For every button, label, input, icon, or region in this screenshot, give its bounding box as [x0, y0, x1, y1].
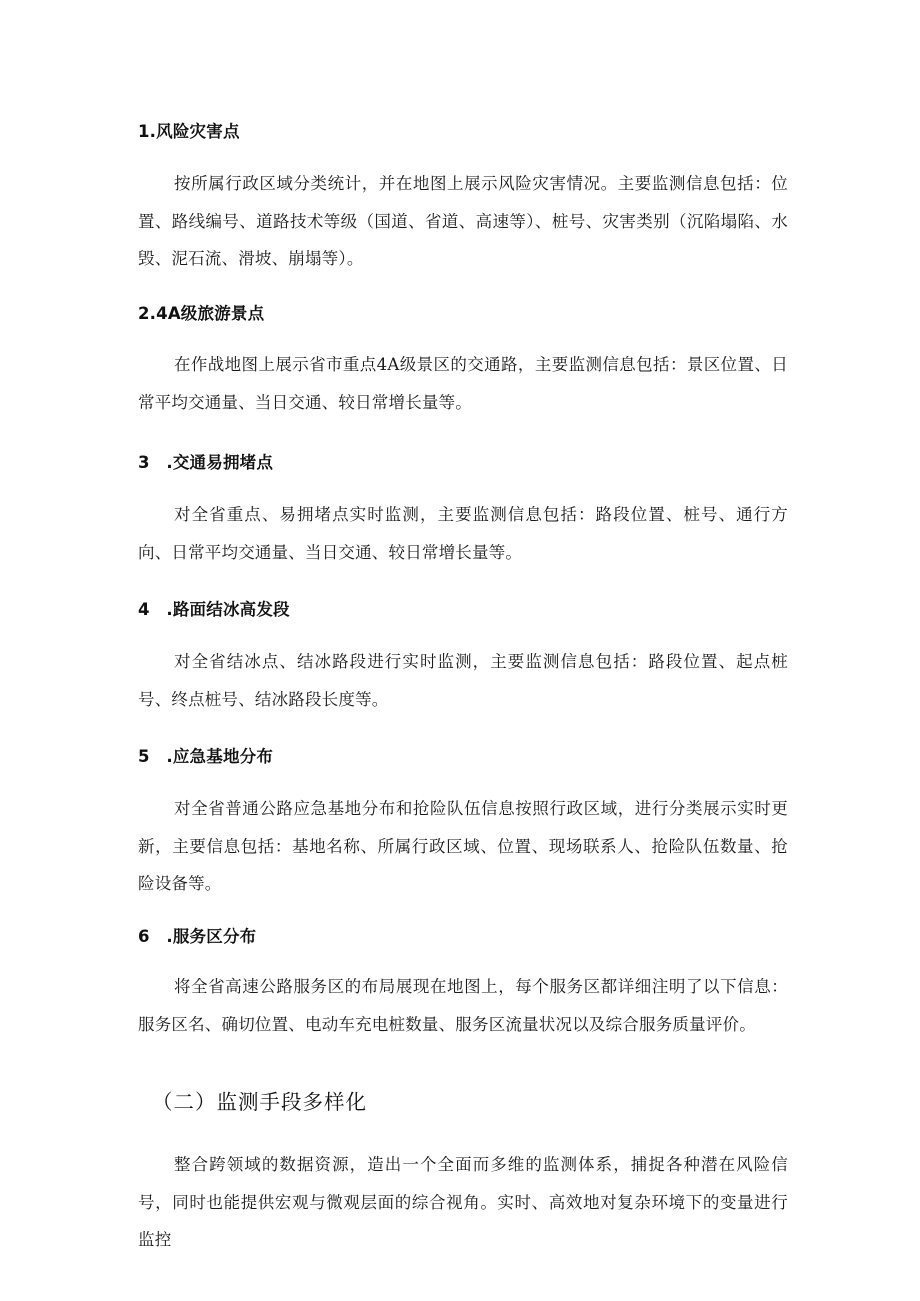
paragraph-emergency-bases: 对全省普通公路应急基地分布和抢险队伍信息按照行政区域，进行分类展示实时更新，主要信息包括：基地名称、所属行政区域、位置、现场联系人、抢险队伍数量、抢险设备等。 — [138, 799, 788, 893]
paragraph-monitoring-diversification: 整合跨领域的数据资源，造出一个全面而多维的监测体系，捕捉各种潜在风险信号，同时也能提供宏观与微观层面的综合视角。实时、高效地对复杂环境下的变量进行监控 — [138, 1155, 788, 1249]
heading-service-areas: 6 .服务区分布 — [138, 927, 257, 946]
heading-4a-scenic-spots: 2.4A级旅游景点 — [138, 304, 265, 323]
heading-emergency-bases: 5 .应急基地分布 — [138, 747, 274, 766]
paragraph-service-areas: 将全省高速公路服务区的布局展现在地图上，每个服务区都详细注明了以下信息：服务区名、确切位置、电动车充电桩数量、服务区流量状况以及综合服务质量评价。 — [138, 977, 788, 1034]
heading-risk-disaster-points: 1.风险灾害点 — [138, 122, 240, 141]
paragraph-icy-road-sections: 对全省结冰点、结冰路段进行实时监测，主要监测信息包括：路段位置、起点桩号、终点桩号、结冰路段长度等。 — [138, 652, 788, 709]
heading-congestion-points: 3 .交通易拥堵点 — [138, 453, 274, 472]
paragraph-risk-disaster-points: 按所属行政区域分类统计，并在地图上展示风险灾害情况。主要监测信息包括：位置、路线编号、道路技术等级（国道、省道、高速等）、桩号、灾害类别（沉陷塌陷、水毁、泥石流、滑坡、崩塌等）。 — [138, 174, 788, 268]
section-title-monitoring-diversification: （二）监测手段多样化 — [152, 1090, 367, 1114]
paragraph-4a-scenic-spots: 在作战地图上展示省市重点4A级景区的交通路，主要监测信息包括：景区位置、日常平均交通量、当日交通、较日常增长量等。 — [138, 355, 788, 412]
paragraph-congestion-points: 对全省重点、易拥堵点实时监测，主要监测信息包括：路段位置、桩号、通行方向、日常平均交通量、当日交通、较日常增长量等。 — [138, 505, 788, 562]
heading-icy-road-sections: 4 .路面结冰高发段 — [138, 600, 290, 619]
